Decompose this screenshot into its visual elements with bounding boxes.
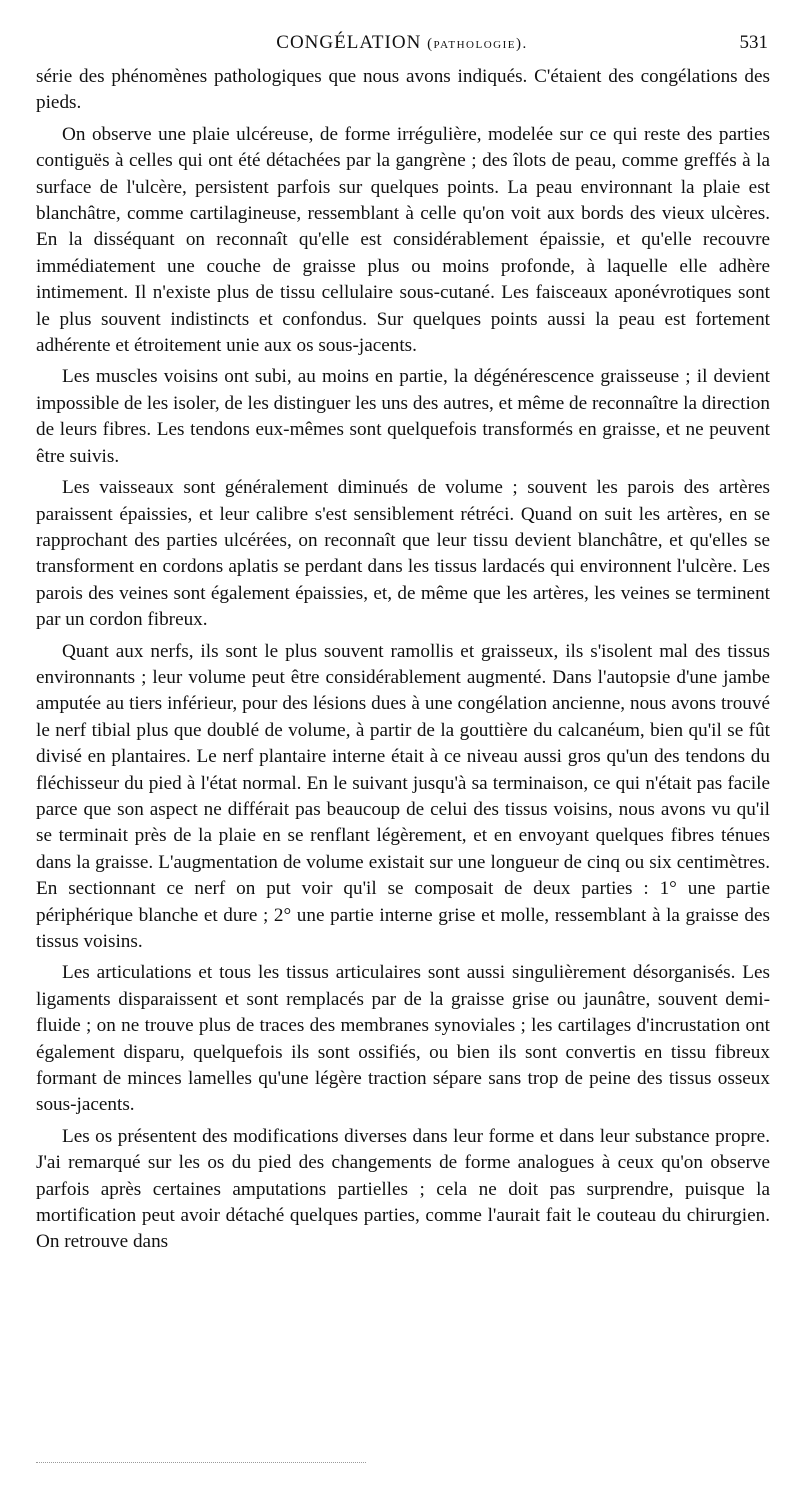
paragraph-continuation: série des phénomènes pathologiques que nous avons indiqués. C'étaient des congélations des pieds. [36, 66, 770, 114]
paragraph-plaie: On observe une plaie ulcéreuse, de forme irrégulière, modelée sur ce qui reste des parties contiguës à celles qui ont été détachées par la gangrène ; des îlots de peau, comme greffés à la surface de l'ulcère, persistent parfois sur quelques points. La peau environnant la plaie est blanchâtre, comme cartilagineuse, ressemblant à celle qu'on voit aux bords des vieux ulcères. En la disséquant on reconnaît qu'elle est considérablement épaissie, et qu'elle recouvre immédiatement une couche de graisse plus ou moins profonde, à laquelle elle adhère intimement. Il n'existe plus de tissu cellulaire sous-cutané. Les faisceaux aponévrotiques sont le plus souvent indistincts et confondus. Sur quelques points aussi la peau est fortement adhérente et étroitement unie aux os sous-jacents. [36, 123, 770, 357]
paragraph-articulations: Les articulations et tous les tissus articulaires sont aussi singulièrement désorganisés. Les ligaments disparaissent et sont remplacés par de la graisse grise ou jaunâtre, souvent demi-fluide ; on ne trouve plus de traces des membranes synoviales ; les cartilages d'incrustation ont également disparu, quelquefois ils sont ossifiés, ou bien ils sont convertis en tissu fibreux formant de minces lamelles qu'une légère traction sépare sans trop de peine des tissus osseux sous-jacents. [36, 962, 770, 1116]
paragraph-nerfs: Quant aux nerfs, ils sont le plus souvent ramollis et graisseux, ils s'isolent mal des tissus environnants ; leur volume peut être considérablement augmenté. Dans l'autopsie d'une jambe amputée au tiers inférieur, pour des lésions dues à une congélation ancienne, nous avons trouvé le nerf tibial plus que doublé de volume, à partir de la gouttière du calcanéum, bien qu'il se fût divisé en plantaires. Le nerf plantaire interne était à ce niveau aussi gros qu'un des tendons du fléchisseur du pied à l'état normal. En le suivant jusqu'à sa terminaison, ce qui n'était pas facile parce que son aspect ne différait pas beaucoup de celui des tissus voisins, nous avons vu qu'il se terminait près de la plaie en se renflant légèrement, et en envoyant quelques fibres ténues dans la graisse. L'augmentation de volume existait sur une longueur de cinq ou six centimètres. En sectionnant ce nerf on put voir qu'il se composait de deux parties : 1° une partie périphérique blanche et dure ; 2° une partie interne grise et molle, ressemblant à la graisse des tissus voisins. [36, 640, 770, 952]
running-title-main: CONGÉLATION [276, 32, 422, 53]
paragraph-muscles: Les muscles voisins ont subi, au moins en partie, la dégénérescence graisseuse ; il devient impossible de les isoler, de les distinguer les uns des autres, et même de reconnaître la direction de leurs fibres. Les tendons eux-mêmes sont quelquefois transformés en graisse, et ne peuvent être suivis. [36, 366, 770, 467]
footer-rule [36, 1462, 366, 1463]
body-text [36, 64, 770, 1261]
running-title-subtitle: (pathologie). [427, 36, 528, 52]
paragraph-vaisseaux: Les vaisseaux sont généralement diminués de volume ; souvent les parois des artères paraissent épaissies, et leur calibre s'est sensiblement rétréci. Quand on suit les artères, en se rapprochant des parties ulcérées, on reconnaît que leur tissu devient blanchâtre, et qu'elles se transforment en cordons aplatis se perdant dans les tissus lardacés qui environnent l'ulcère. Les parois des veines sont également épaissies, et, de même que les artères, les veines se terminent par un cordon fibreux. [36, 477, 770, 631]
running-head [36, 32, 768, 56]
paragraph-os: Les os présentent des modifications diverses dans leur forme et dans leur substance propre. J'ai remarqué sur les os du pied des changements de forme analogues à ceux qu'on observe parfois après certaines amputations partielles ; cela ne doit pas surprendre, puisque la mortification peut avoir détaché quelques parties, comme l'aurait fait le couteau du chirurgien. On retrouve dans [36, 1125, 770, 1253]
page-number: 531 [739, 32, 768, 53]
running-title [36, 32, 768, 54]
